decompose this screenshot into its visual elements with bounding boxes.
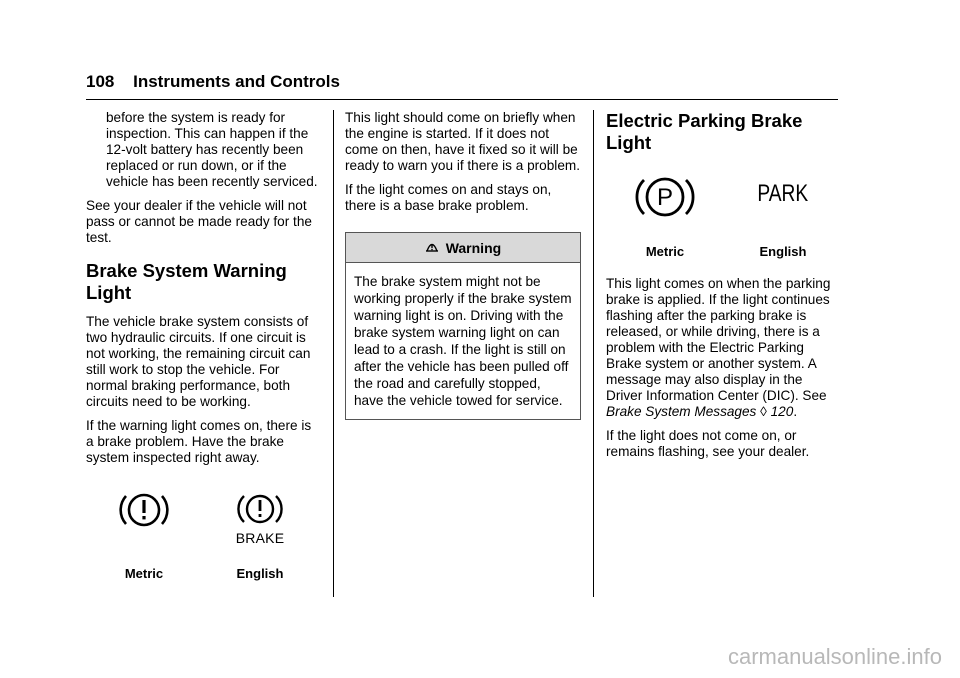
parking-paragraph-2: If the light does not come on, or remains flashing, see your dealer. [606, 428, 810, 459]
brake-icon-row [86, 488, 318, 582]
parking-paragraph-end: . [793, 404, 798, 419]
parking-brake-metric-icon [633, 172, 697, 222]
svg-text:P: P [656, 184, 674, 211]
icon-label-english: English [236, 566, 284, 581]
light-paragraph-2: If the light comes on and stays on, there is a base brake problem. [345, 182, 552, 213]
warning-header [346, 233, 580, 263]
column-2 [345, 110, 581, 420]
brake-warning-english-icon [235, 490, 285, 528]
parking-paragraph-1 [606, 276, 842, 420]
park-icon-metric [610, 172, 720, 260]
light-paragraph-1: This light should come on briefly when the engine is started. If it does not come on then, have it fixed so it will be ready to warn you if there is a problem. [345, 110, 580, 173]
icon-label-metric: Metric [124, 566, 164, 581]
intro-paragraph: before the system is ready for inspection. This can happen if the 12-volt battery has recently been replaced or run down, or if the vehicle has been recently serviced. [106, 110, 318, 189]
icon-label-metric-park: Metric [645, 244, 685, 259]
column-divider-1 [333, 110, 334, 597]
icon-label-english-park: English [759, 244, 807, 259]
header-rule [86, 99, 838, 100]
parking-brake-heading: Electric Parking Brake Light [606, 110, 803, 153]
brake-icon-english [205, 490, 315, 582]
dealer-paragraph: See your dealer if the vehicle will not pass or cannot be made ready for the test. [86, 198, 312, 245]
page-header [86, 72, 340, 92]
brake-system-messages-link[interactable]: Brake System Messages [606, 404, 757, 419]
page-number: 108 [86, 72, 115, 91]
brake-system-heading: Brake System Warning Light [86, 260, 287, 303]
page-ref-number[interactable]: 120 [770, 404, 794, 419]
column-3 [606, 110, 842, 468]
page-ref-arrow: ◊ [760, 404, 767, 419]
warning-icon [425, 240, 439, 254]
column-1 [86, 110, 318, 582]
park-icon-row [606, 172, 842, 260]
brake-icon-metric [89, 488, 199, 582]
brake-warning-metric-icon [116, 488, 172, 532]
section-title: Instruments and Controls [133, 72, 340, 91]
warning-title: Warning [445, 240, 502, 256]
brake-system-paragraph-2: If the warning light comes on, there is a brake problem. Have the brake system inspected right away. [86, 418, 312, 465]
watermark: carmanualsonline.info [727, 644, 942, 669]
brake-system-paragraph-1: The vehicle brake system consists of two hydraulic circuits. If one circuit is not working, the remaining circuit can still work to stop the vehicle. For normal braking performance, both circuits need to be working. [86, 314, 311, 409]
column-divider-2 [593, 110, 594, 597]
warning-body: The brake system might not be working properly if the brake system warning light is on. Driving with the brake system warning light on can lead to a crash. If the light is still on after the vehicle has been pulled off the road and carefully stopped, have the vehicle towed for service. [354, 274, 572, 408]
parking-paragraph-text: This light comes on when the parking brake is applied. If the light continues flashing after the parking brake is released, or while driving, there is a problem with the Electric Parking Brake system or another system. A message may also display in the Driver Information Center (DIC). See [606, 276, 831, 403]
brake-text: BRAKE [235, 530, 285, 546]
warning-box [345, 232, 581, 420]
park-icon-english [728, 180, 838, 260]
park-text-icon: PARK [757, 180, 809, 207]
